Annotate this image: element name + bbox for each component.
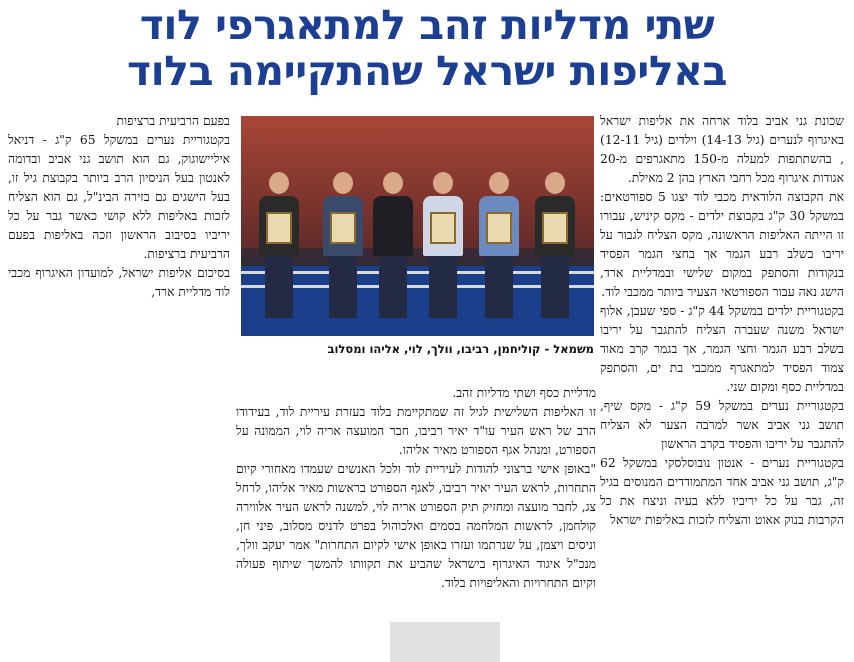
team-photo [241, 116, 594, 336]
paragraph: בפעם הרביעית ברציפות [116, 114, 230, 128]
person-figure [323, 172, 363, 318]
paragraph: בקטגוריית נערים - אנטון נובוסלסקי במשקל 62 ק"ג, תושב גני אביב אחד המתמודדים המנוסים בגיל זה, גבר על כל יריביו ללא בעיה וניצח את כל הקרבות בנוק אאוט והצליח לזכות באליפות ישראל [600, 456, 844, 527]
headline-line-2: באליפות ישראל שהתקיימה בלוד [126, 47, 728, 95]
paragraph: זו האליפות השלישית לגיל זה שמתקיימת בלוד בעזרת עיריית לוד, בעידודו הרב של ראש העיר עו"ד יאיר רביבו, חבר המועצה אריה לוי, הממונה על הספורט, ומנהל אגף הספורט מאיר אליהו. [236, 405, 596, 457]
person-figure [535, 172, 575, 318]
headline-line-1: שתי מדליות זהב למתאגרפי לוד [139, 1, 715, 49]
paragraph: בסיכום אליפות ישראל, למועדון האיגרוף מכבי לוד מדליית ארד, [8, 266, 230, 299]
paragraph: שכונת גני אביב בלוד ארחה את אליפות ישראל באיגרוף לנערים (גיל 14-13) וילדים (גיל 12-11) , בהשתתפות למעלה מ-150 מתאגרפים מ-20 אגודות איגרוף מכל רחבי הארץ בהן 2 מאילת. [600, 114, 844, 185]
paragraph: בקטגוריית ילדים במשקל 44 ק"ג - ספי שעבן, אלוף ישראל משנה שעברה הצליח להתגבר על יריבו בשלב רבע הגמר וחצי הגמר, אך בגמר קרב מאוד צמוד הפסיד למתאגרף ממכבי בת ים, והסתפק במדליית כסף ומקום שני. [600, 304, 844, 394]
person-figure [479, 172, 519, 318]
photo-caption: משמאל - קוליחמן, רביבו, וולך, לוי, אליהו ומסלוב [327, 342, 594, 356]
paragraph: בקטגוריית נערים במשקל 65 ק"ג - דניאל איליישוגוק, גם הוא תושב גני אביב ובדומה לאנטון בעל הניסיון הרב ביותר בקבוצת גיל זו, בעל הישגים גם בזירה הבינ"ל, גם הוא הצליח לזכות באליפות ללא קושי כאשר גבר על כל יריביו בסיבוב הראשון וזכה באליפות בפעם הרביעית ברציפות. [8, 133, 230, 261]
article-column-left [8, 112, 230, 384]
article-column-right [600, 112, 844, 660]
person-figure [259, 172, 299, 318]
person-figure [423, 172, 463, 318]
paragraph: את הקבוצה הלודאית מכבי לוד יצגו 5 ספורטאים: במשקל 30 ק"ג בקבוצת ילדים - מקס קיניש, עבורו זו הייתה האליפות הראשונה, מקס הצליח לגבור על יריבו בשלב רבע הגמר אך בחצי הגמר הפסיד בנקודות והסתפק במקום שלישי ובמדליית ארד, הישג נאה עבור הספורטאי הצעיר ביותר ממכבי לוד. [600, 190, 844, 299]
scan-overlay [390, 622, 500, 662]
paragraph: "באופן אישי ברצוני להודות לעיריית לוד ולכל האנשים שעמדו מאחורי קיום התחרות, לראש העיר יאיר רביבו, לאגף הספורט בראשות מאיר אליהו, לרחל צג, לחבר מועצה ומחזיק תיק הספורט אריה לוי, למשנה לראש העיר אלווירה קולחמן, לראשות המלחמה בסמים ואלכוהול בפרט לדניס מסלוב, פיני חן, וניסים ויצמן, על שנרתמו ועזרו באופן אישי לקיום התחרות" אמר יעקב וולך, מנכ"ל איגוד האיגרוף בישראל שהביע את תקוותו להמשך שיתוף פעולה וקיום התחרויות והאליפויות בלוד. [236, 462, 596, 590]
paragraph: בקטגוריית נערים במשקל 59 ק"ג - מקס שיף, תושב גני אביב אשר למרבה הצער לא הצליח להתגבר על יריבו והפסיד בקרב הראשון [600, 399, 844, 451]
article-headline [0, 2, 854, 94]
article-column-bottom [236, 384, 596, 654]
person-figure [373, 172, 413, 318]
paragraph: מדליית כסף ושתי מדליות זהב. [452, 386, 596, 400]
